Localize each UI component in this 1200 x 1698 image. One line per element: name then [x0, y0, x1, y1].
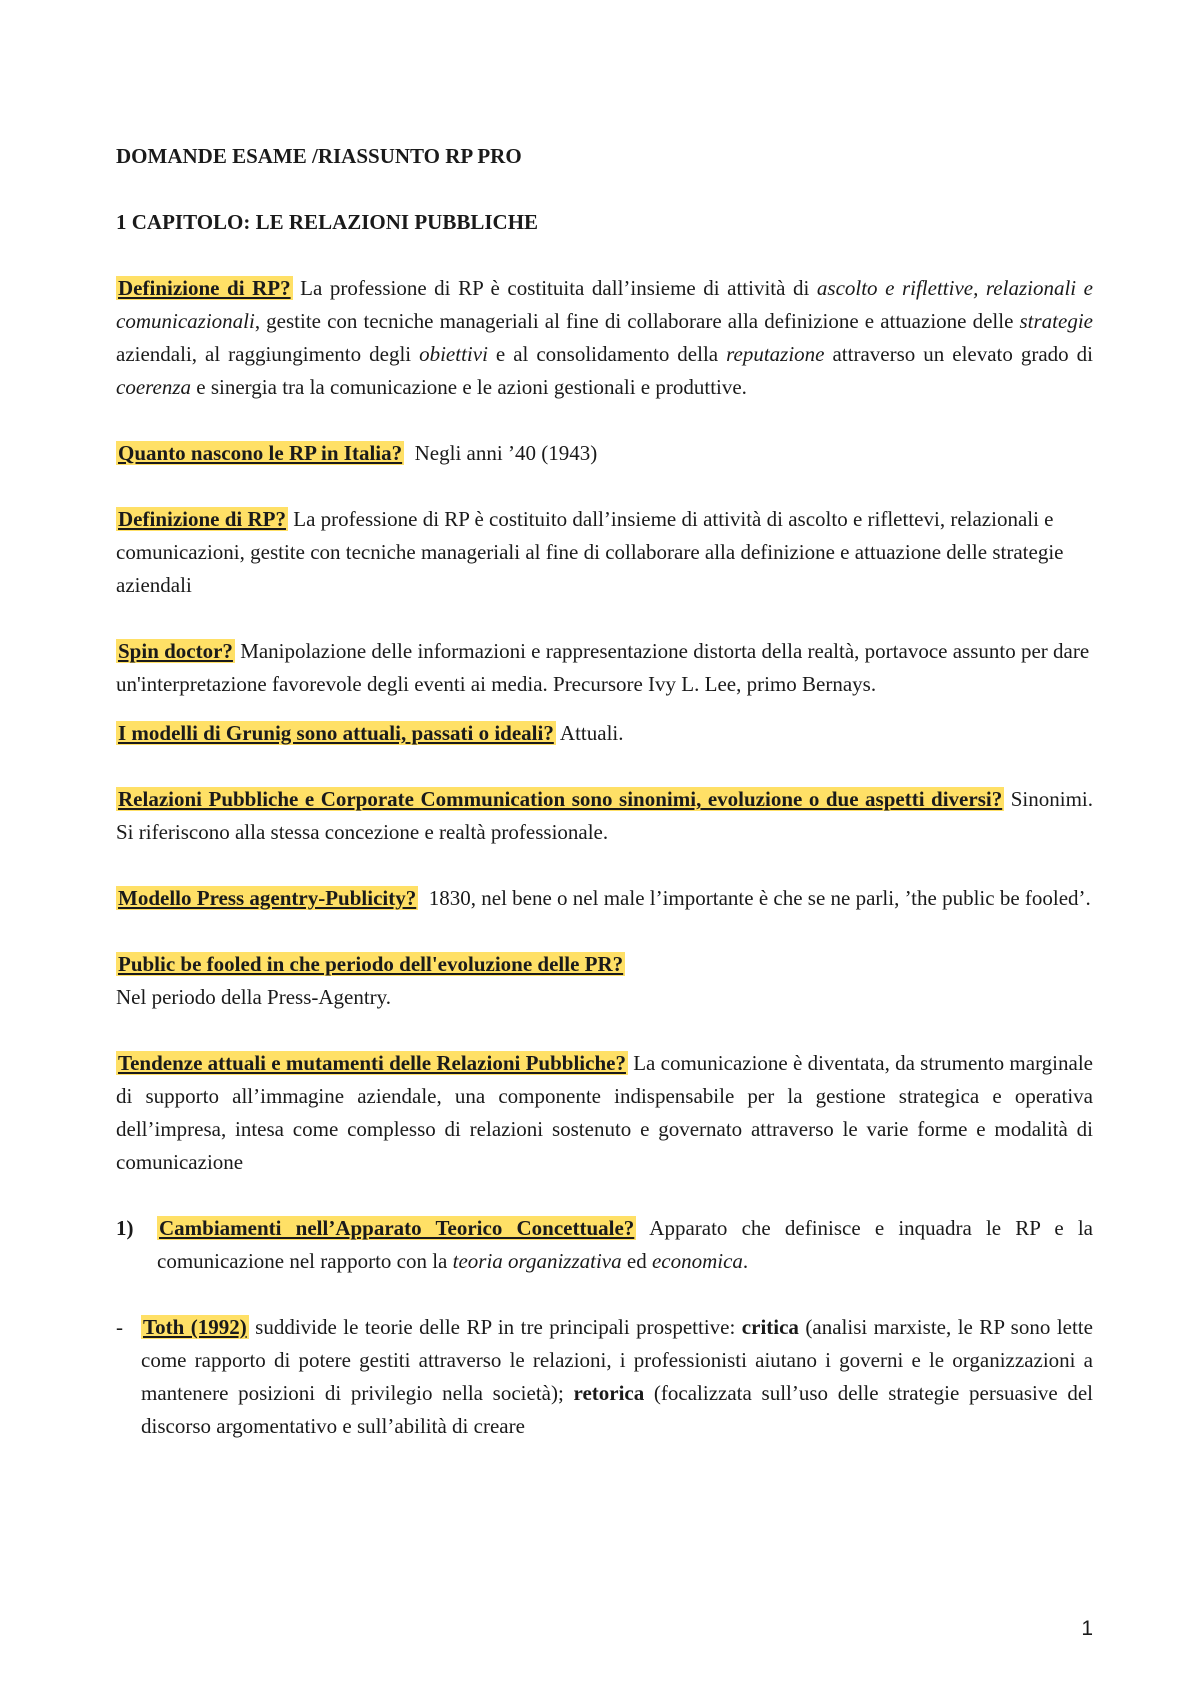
list-marker: -: [116, 1315, 123, 1339]
term-bold: critica: [741, 1315, 799, 1339]
question-highlight: Definizione di RP?: [118, 276, 291, 300]
answer-text: La comunicazione è diventata, da strumento marginale di supporto all’immagine aziendale, una componente indispensabile per la gestione strategica e operativa dell’impresa, intesa come complesso di relazioni sostenuto e governato attraverso le varie forme e modalità di comunicazione: [116, 1051, 1093, 1174]
answer-emphasis: coerenza: [116, 375, 192, 399]
question-highlight: Modello Press agentry-Publicity?: [118, 886, 417, 910]
answer-emphasis: reputazione: [726, 342, 825, 366]
question-highlight: Definizione di RP?: [118, 507, 286, 531]
answer-text: e sinergia tra la comunicazione e le azioni gestionali e produttive.: [191, 375, 747, 399]
answer-text: Attuali.: [555, 721, 624, 745]
question-highlight: Tendenze attuali e mutamenti delle Relazioni Pubbliche?: [118, 1051, 626, 1075]
answer-emphasis: obiettivi: [419, 342, 488, 366]
qa-public-be-fooled: [116, 948, 1093, 1014]
answer-emphasis: economica: [651, 1249, 743, 1273]
qa-tendenze-attuali: [116, 1047, 1093, 1179]
answer-text: La professione di RP è costituita dall’insieme di attività di: [292, 276, 817, 300]
answer-text: ed: [621, 1249, 652, 1273]
qa-corporate-communication: [116, 783, 1093, 849]
numbered-item-1: [116, 1212, 1093, 1278]
answer-text: Nel periodo della Press-Agentry.: [116, 985, 392, 1009]
answer-text: , gestite con tecniche manageriali al fine di collaborare alla definizione e attuazione delle: [254, 309, 1020, 333]
answer-text: 1830, nel bene o nel male l’importante è che se ne parli, ’the public be fooled’.: [418, 886, 1091, 910]
answer-text: (analisi marxiste, le RP sono lette come rapporto di potere gestiti attraverso le relazioni, i professionisti aiutano i governi e le organizzazioni a mantenere posizioni di privilegio nella società);: [141, 1315, 1093, 1405]
answer-text: (focalizzata sull’uso delle strategie persuasive del discorso argomentativo e sull’abilità di creare: [141, 1381, 1094, 1438]
question-highlight: Public be fooled in che periodo dell'evoluzione delle PR?: [118, 952, 624, 976]
document-body: [116, 140, 1093, 1443]
question-highlight: Cambiamenti nell’Apparato Teorico Concettuale?: [159, 1216, 635, 1240]
qa-spin-doctor: [116, 635, 1093, 701]
qa-nascita-rp-italia: [116, 437, 1093, 470]
page-number: 1: [1081, 1617, 1093, 1640]
question-highlight: Spin doctor?: [118, 639, 233, 663]
document-title: DOMANDE ESAME /RIASSUNTO RP PRO: [116, 144, 522, 168]
answer-text: Sinonimi. Si riferiscono alla stessa concezione e realtà professionale.: [116, 787, 1093, 844]
answer-text: e al consolidamento della: [487, 342, 727, 366]
qa-press-agentry: [116, 882, 1093, 915]
list-marker: 1): [116, 1216, 134, 1240]
question-highlight: Quanto nascono le RP in Italia?: [118, 441, 403, 465]
answer-emphasis: teoria organizzativa: [452, 1249, 622, 1273]
qa-definizione-rp: [116, 272, 1093, 404]
dashed-item-toth: [116, 1311, 1093, 1443]
answer-text: La professione di RP è costituito dall’insieme di attività di ascolto e riflettevi, relazionali e comunicazioni, gestite con tecniche manageriali al fine di collaborare alla definizione e attuazione delle strategie aziendali: [116, 507, 1064, 597]
answer-text: attraverso un elevato grado di: [824, 342, 1093, 366]
question-highlight: Relazioni Pubbliche e Corporate Communication sono sinonimi, evoluzione o due aspetti diversi?: [118, 787, 1003, 811]
answer-text: .: [742, 1249, 749, 1273]
qa-definizione-rp-2: [116, 503, 1093, 602]
qa-modelli-grunig: [116, 717, 1093, 750]
answer-text: Negli anni ’40 (1943): [404, 441, 598, 465]
answer-text: aziendali, al raggiungimento degli: [116, 342, 420, 366]
question-highlight: Toth (1992): [143, 1315, 247, 1339]
answer-text: Manipolazione delle informazioni e rappresentazione distorta della realtà, portavoce assunto per dare un'interpretazione favorevole degli eventi ai media. Precursore Ivy L. Lee, primo Bernays.: [116, 639, 1090, 696]
chapter-heading: 1 CAPITOLO: LE RELAZIONI PUBBLICHE: [116, 210, 539, 234]
term-bold: retorica: [573, 1381, 645, 1405]
answer-emphasis: ascolto e riflettive, relazionali e comunicazionali: [116, 276, 1093, 333]
answer-text: suddivide le teorie delle RP in tre principali prospettive:: [248, 1315, 742, 1339]
question-highlight: I modelli di Grunig sono attuali, passati o ideali?: [118, 721, 554, 745]
answer-text: Apparato che definisce e inquadra le RP e la comunicazione nel rapporto con la: [157, 1216, 1094, 1273]
answer-emphasis: strategie: [1019, 309, 1093, 333]
